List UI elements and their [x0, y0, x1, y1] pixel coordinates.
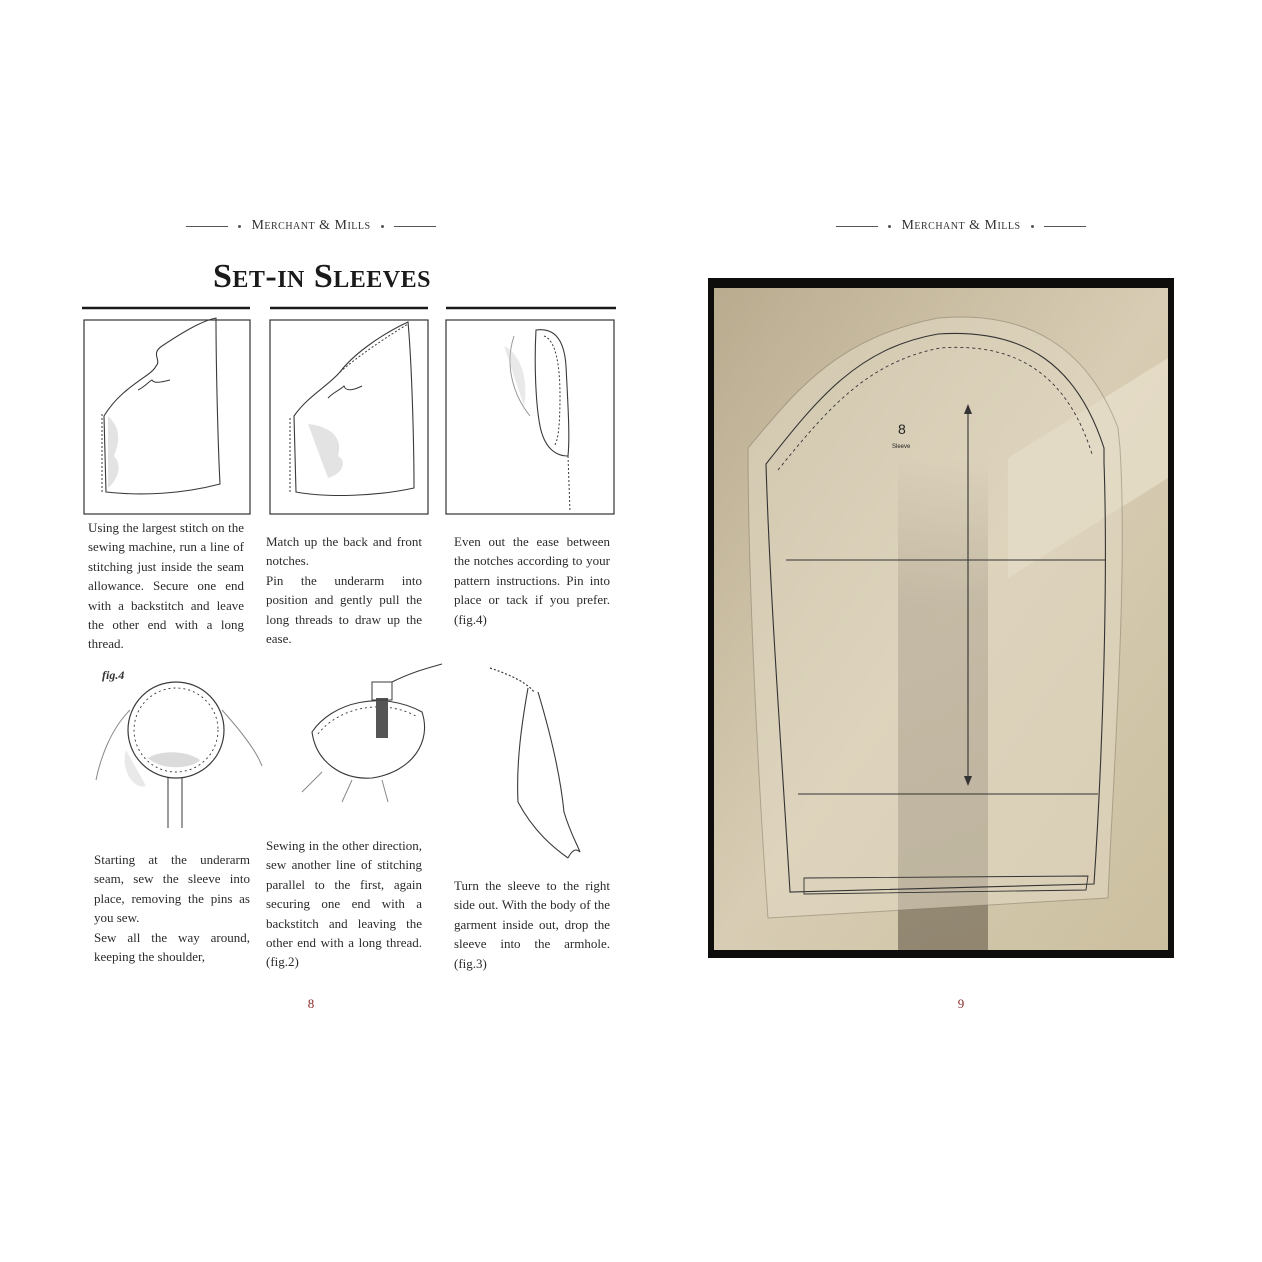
step-2-para-1: Match up the back and front notches. [266, 534, 422, 569]
fig-4-label: fig.4 [102, 668, 125, 682]
header-rule-right [1044, 226, 1086, 227]
sleeve-notch-match-illustration [268, 306, 430, 516]
step-1-para-1: Using the largest stitch on the sewing machine, run a line of stitching just inside the seam allowance. Secure one end with a backstitch and leave the other end with a long thread. [88, 520, 244, 652]
header-dot-right [1031, 225, 1034, 228]
step-3-text [454, 532, 610, 629]
sewing-machine-illustration [292, 662, 448, 832]
step-4-para-2: Sew all the way around, keeping the shoulder, [94, 929, 250, 965]
page-number-left: 8 [307, 996, 315, 1011]
header-brand: Merchant & Mills [901, 218, 1021, 233]
pattern-number: 8 [898, 421, 906, 437]
header-dot-left [888, 225, 891, 228]
step-5-text [266, 836, 422, 972]
armhole-pinning-illustration [90, 670, 266, 834]
page-number-right: 9 [957, 996, 965, 1011]
step-1-text [88, 518, 244, 654]
step-2-para-2: Pin the underarm into position and gently pull the long threads to draw up the ease. [266, 572, 422, 647]
header-dot-left [238, 225, 241, 228]
header-rule-left [836, 226, 878, 227]
header-rule-right [394, 226, 436, 227]
sleeve-ease-illustration [444, 306, 618, 516]
step-5-para-1: Sewing in the other direction, sew another line of stitching parallel to the first, again securing one end with a backstitch and leaving the other end with a long thread. (fig.2) [266, 838, 422, 970]
sleeve-stitching-illustration [82, 306, 252, 516]
pattern-label: Sleeve [892, 444, 911, 450]
page-title: Set-in Sleeves [212, 258, 431, 295]
running-header [26, 216, 596, 236]
step-4-para-1: Starting at the underarm seam, sew the sleeve into place, removing the pins as you sew. [94, 852, 250, 926]
step-2-text [266, 532, 422, 648]
left-page [46, 200, 616, 1030]
header-dot-right [381, 225, 384, 228]
finished-sleeve-illustration [484, 662, 584, 862]
header-brand: Merchant & Mills [251, 218, 371, 233]
step-6-text [454, 876, 610, 973]
step-3-para-1: Even out the ease between the notches according to your pattern instructions. Pin into place or tack if you prefer. (fig.4) [454, 534, 610, 627]
sleeve-pattern-photo [708, 278, 1174, 958]
step-4-text [94, 850, 250, 966]
running-header [676, 216, 1246, 236]
header-rule-left [186, 226, 228, 227]
step-6-para-1: Turn the sleeve to the right side out. With the body of the garment inside out, drop the sleeve into the armhole. (fig.3) [454, 878, 610, 971]
right-page [676, 200, 1246, 1030]
